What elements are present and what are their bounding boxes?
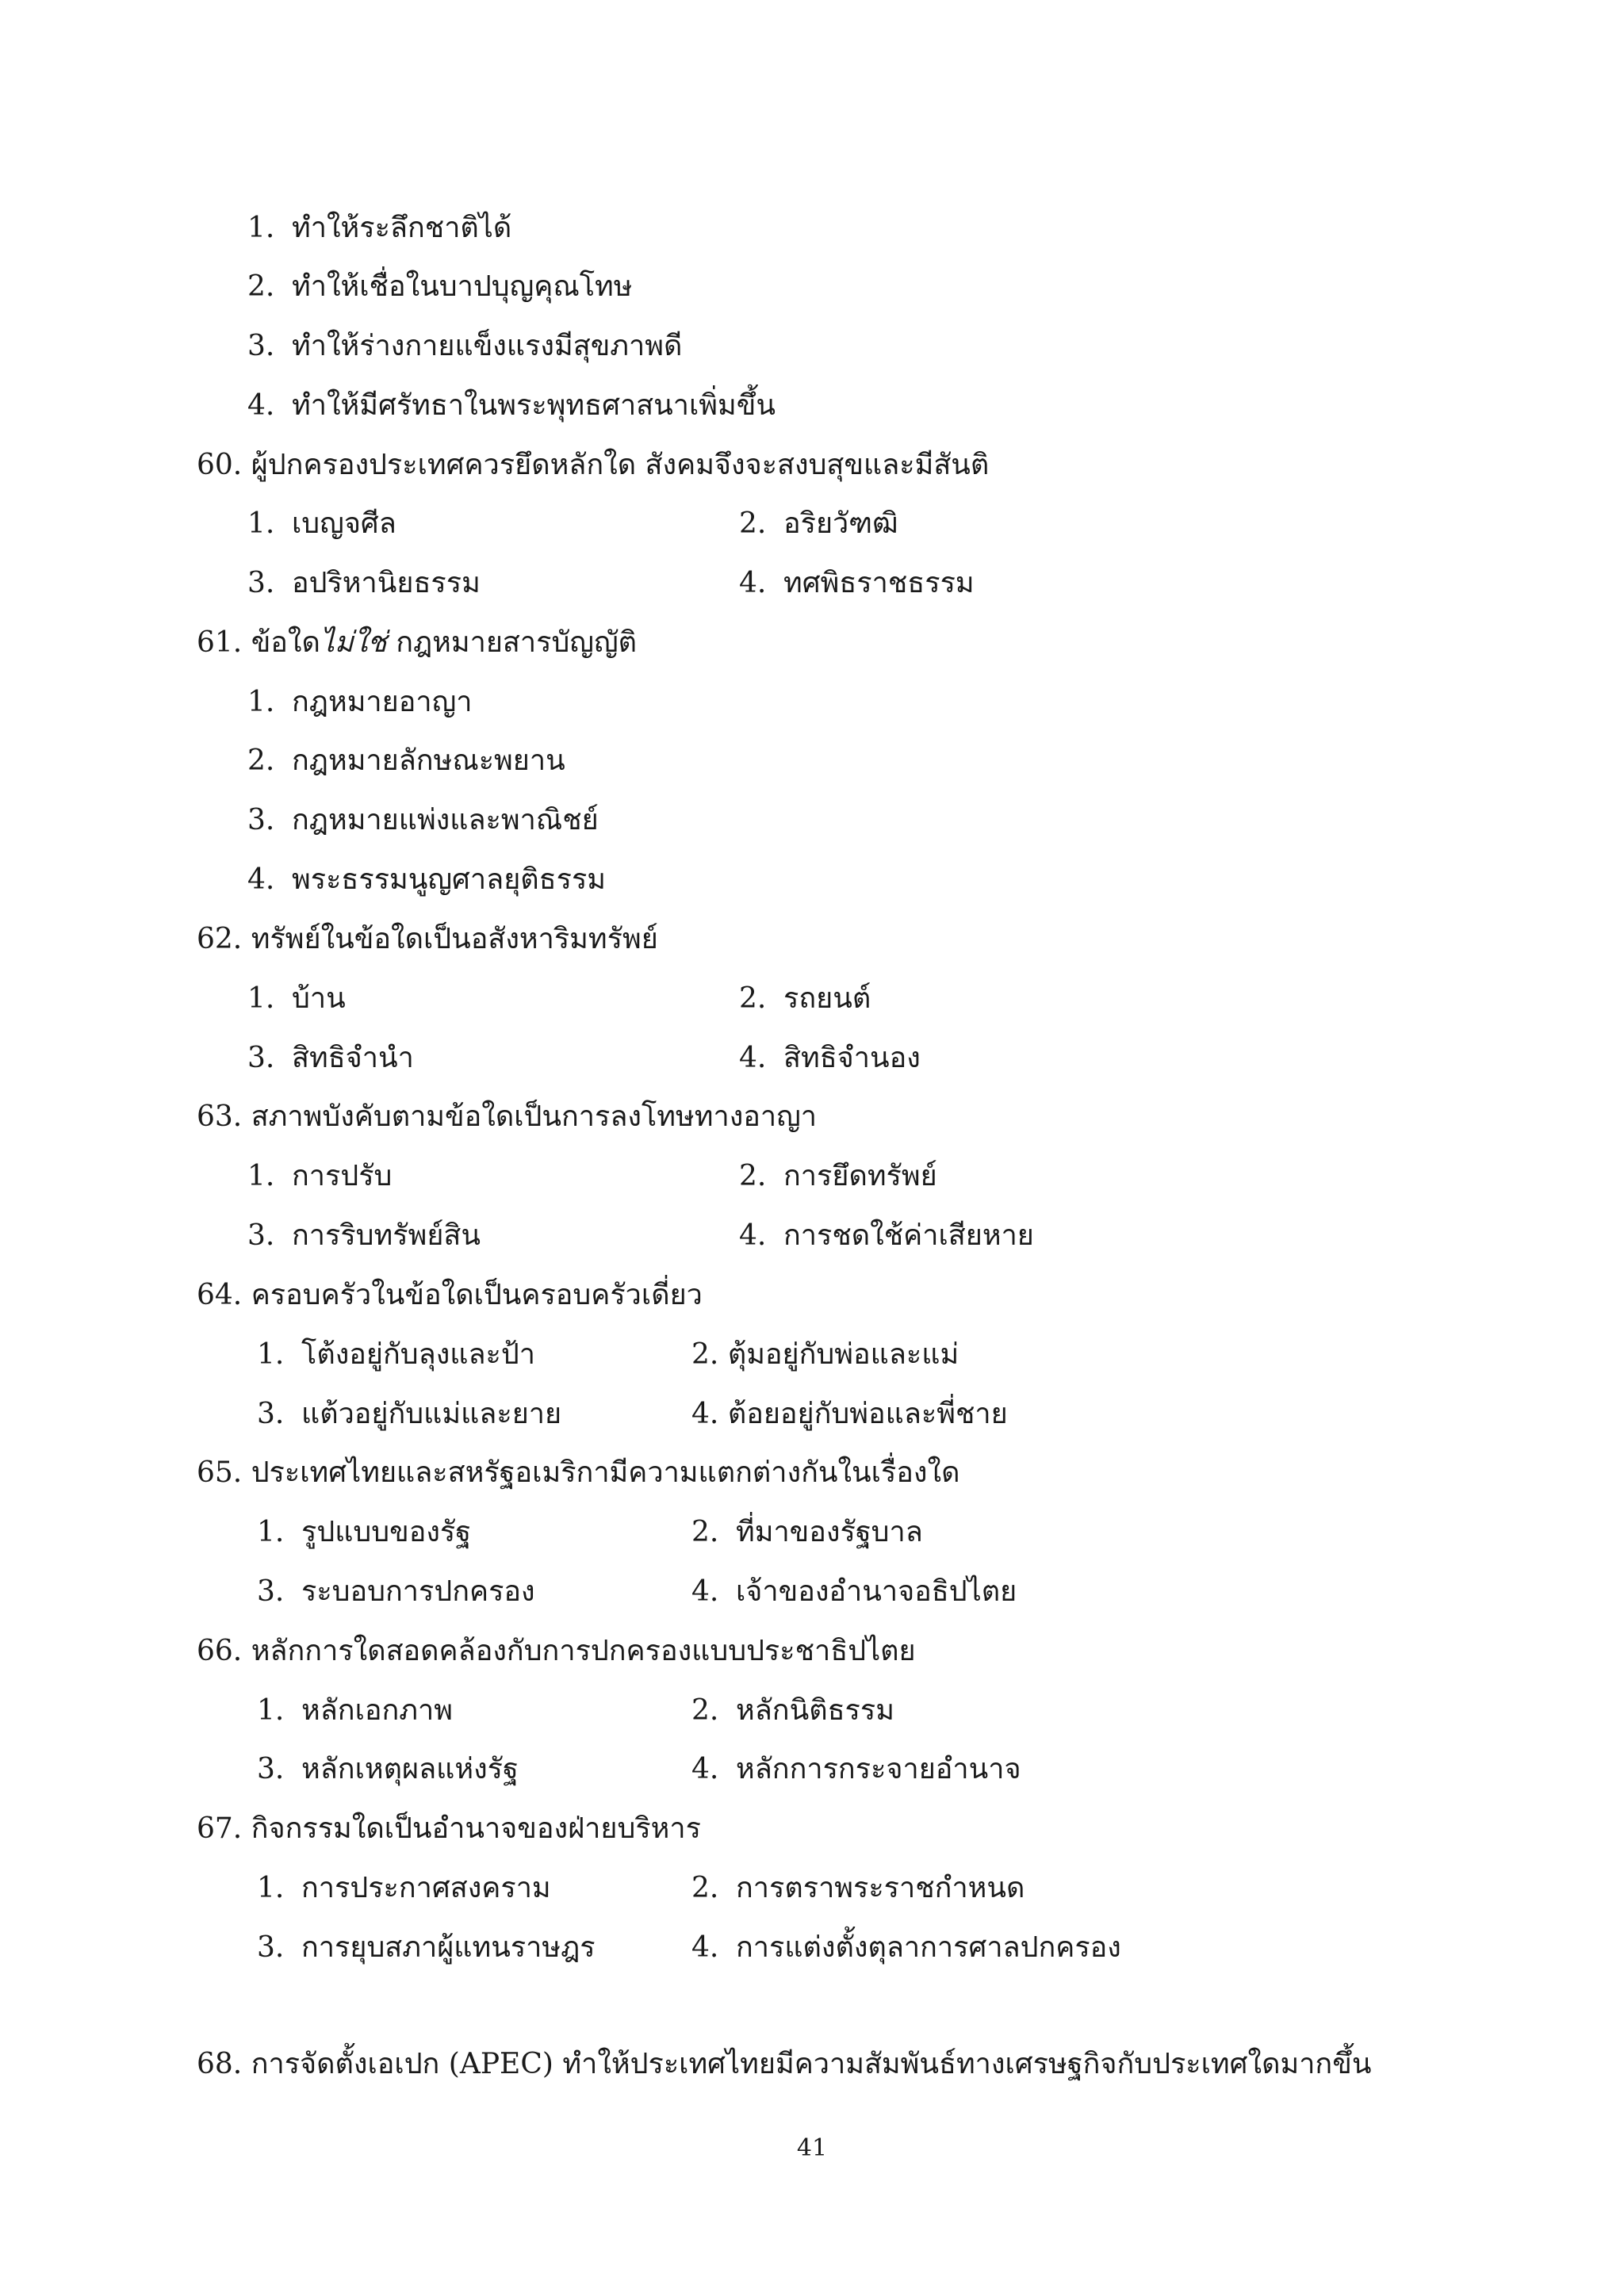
option-item: 4. ทำให้มีศรัทธาในพระพุทธศาสนาเพิ่มขึ้น <box>247 389 776 422</box>
option-item: 3. ทำให้ร่างกายแข็งแรงมีสุขภาพดี <box>247 330 683 362</box>
emphasis-text: ไม่ใช่ <box>320 626 387 659</box>
option-item: 4. สิทธิจำนอง <box>739 1042 921 1074</box>
option-row: 1. เบญจศีล 2. อริยวัฑฒิ <box>247 505 396 543</box>
question-stem: 64. ครอบครัวในข้อใดเป็นครอบครัวเดี่ยว <box>197 1279 703 1311</box>
option-item: 2. การยึดทรัพย์ <box>739 1160 937 1192</box>
question-stem: 66. หลักการใดสอดคล้องกับการปกครองแบบประชาธิปไตย <box>197 1635 916 1667</box>
question-stem: 67. กิจกรรมใดเป็นอำนาจของฝ่ายบริหาร <box>197 1812 701 1845</box>
option-row: 1. การปรับ 2. การยึดทรัพย์ <box>247 1158 392 1196</box>
option-item: 2. ที่มาของรัฐบาล <box>691 1516 923 1548</box>
option-row: 1. รูปแบบของรัฐ 2. ที่มาของรัฐบาล <box>257 1513 471 1552</box>
option-row: 1. หลักเอกภาพ 2. หลักนิติธรรม <box>257 1692 453 1730</box>
option-row: 3. แต้วอยู่กับแม่และยาย <box>257 1398 562 1430</box>
option-item: 2. หลักนิติธรรม <box>691 1694 894 1727</box>
option-row: 3. อปริหานิยธรรม 4. ทศพิธราชธรรม <box>247 564 481 603</box>
question-stem: 61. ข้อใดไม่ใช่ กฎหมายสารบัญญัติ <box>197 626 638 659</box>
option-item: 2. กฎหมายลักษณะพยาน <box>247 744 565 777</box>
option-item: 3. กฎหมายแพ่งและพาณิชย์ <box>247 804 599 836</box>
option-item: 1. ทำให้ระลึกชาติได้ <box>247 212 512 244</box>
option-row: 3. การริบทรัพย์สิน 4. การชดใช้ค่าเสียหาย <box>247 1217 481 1255</box>
option-item: 4. ต้อยอยู่กับพ่อและพี่ชาย <box>691 1398 1008 1430</box>
option-item: 2. ตุ้มอยู่กับพ่อและแม่ <box>691 1338 959 1371</box>
option-row: 1. โต้งอยู่กับลุงและป้า <box>257 1338 535 1371</box>
option-item: 2. รถยนต์ <box>739 982 871 1015</box>
option-row: 3. หลักเหตุผลแห่งรัฐ 4. หลักการกระจายอำนาจ <box>257 1751 519 1789</box>
question-stem: 62. ทรัพย์ในข้อใดเป็นอสังหาริมทรัพย์ <box>197 923 658 955</box>
option-item: 4. ทศพิธราชธรรม <box>739 567 975 599</box>
option-item: 4. เจ้าของอำนาจอธิปไตย <box>691 1575 1017 1608</box>
page-number: 41 <box>796 2134 828 2162</box>
option-item: 2. อริยวัฑฒิ <box>739 507 898 540</box>
option-item: 4. หลักการกระจายอำนาจ <box>691 1753 1021 1785</box>
option-row: 3. สิทธิจำนำ 4. สิทธิจำนอง <box>247 1039 414 1077</box>
option-row: 3. การยุบสภาผู้แทนราษฎร 4. การแต่งตั้งตุลาการศาลปกครอง <box>257 1929 596 1967</box>
option-item: 1. กฎหมายอาญา <box>247 686 473 718</box>
option-row: 1. การประกาศสงคราม 2. การตราพระราชกำหนด <box>257 1869 551 1908</box>
option-row: 3. ระบอบการปกครอง 4. เจ้าของอำนาจอธิปไตย <box>257 1573 535 1611</box>
option-item: 4. การแต่งตั้งตุลาการศาลปกครอง <box>691 1931 1121 1964</box>
option-item: 4. การชดใช้ค่าเสียหาย <box>739 1219 1034 1252</box>
question-stem: 63. สภาพบังคับตามข้อใดเป็นการลงโทษทางอาญา <box>197 1100 818 1133</box>
question-stem: 60. ผู้ปกครองประเทศควรยึดหลักใด สังคมจึงจะสงบสุขและมีสันติ <box>197 449 990 481</box>
option-item: 2. การตราพระราชกำหนด <box>691 1872 1025 1904</box>
option-item: 4. พระธรรมนูญศาลยุติธรรม <box>247 863 607 896</box>
option-row: 1. บ้าน 2. รถยนต์ <box>247 980 346 1018</box>
question-stem: 68. การจัดตั้งเอเปก (APEC) ทำให้ประเทศไทยมีความสัมพันธ์ทางเศรษฐกิจกับประเทศใดมากขึ้น <box>197 2048 1372 2080</box>
option-item: 2. ทำให้เชื่อในบาปบุญคุณโทษ <box>247 270 633 303</box>
question-stem: 65. ประเทศไทยและสหรัฐอเมริกามีความแตกต่างกันในเรื่องใด <box>197 1456 960 1489</box>
